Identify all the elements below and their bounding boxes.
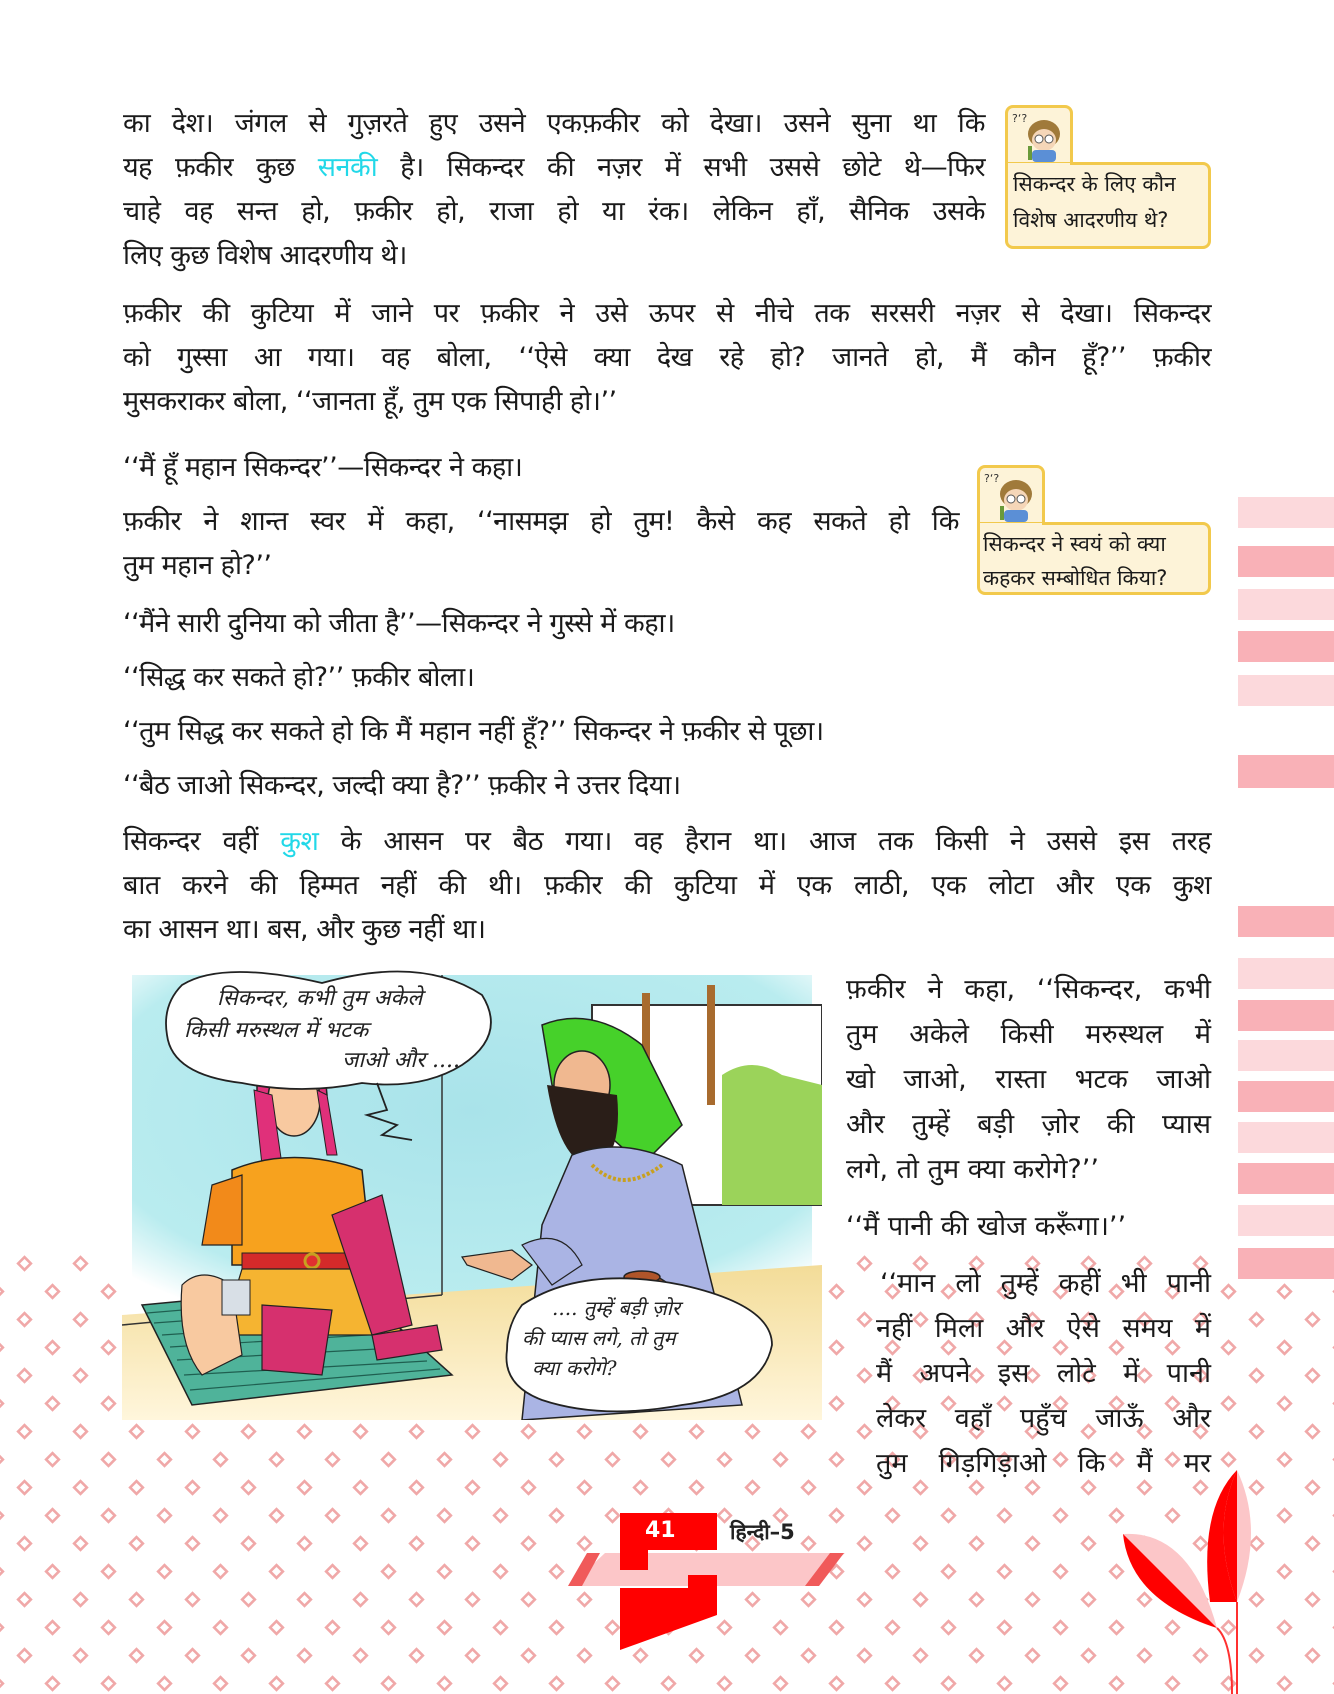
speech-bubble-1-line1: सिकन्दर, कभी तुम अकेले (217, 986, 423, 1011)
text-span: के आसन पर बैठ गया। वह हैरान था। आज तक किसी ने उससे इस तरह (318, 826, 1211, 857)
right-line-4: और तुम्हें बड़ी ज़ोर की प्यास (846, 1109, 1211, 1140)
right-line-1: फ़कीर ने कहा, ‘‘सिकन्दर, कभी (846, 974, 1211, 1005)
speech-bubble-1-line2: किसी मरुस्थल में भटक (184, 1018, 369, 1043)
speech-bubble-1-line3: जाओ और .... (342, 1048, 460, 1073)
right-line-10: लेकर वहाँ पहुँच जाऊँ और (876, 1403, 1211, 1434)
para2-line3: मुसकराकर बोला, ‘‘जानता हूँ, तुम एक सिपाही हो।’’ (123, 386, 617, 417)
right-line-7: ‘‘मान लो तुम्हें कहीं भी पानी (880, 1268, 1211, 1299)
para2-line2: को गुस्सा आ गया। वह बोला, ‘‘ऐसे क्या देख रहे हो? जानते हो, मैं कौन हूँ?’’ फ़कीर (123, 342, 1211, 373)
para1-line4: लिए कुछ विशेष आदरणीय थे। (123, 240, 407, 271)
right-line-6: ‘‘मैं पानी की खोज करूँगा।’’ (846, 1211, 1127, 1242)
story-illustration (122, 965, 822, 1420)
para9-line3: का आसन था। बस, और कुछ नहीं था। (123, 914, 486, 945)
highlighted-word-kush: कुश (280, 826, 319, 857)
right-line-5: लगे, तो तुम क्या करोगे?’’ (846, 1154, 1099, 1185)
right-line-8: नहीं मिला और ऐसे समय में (876, 1313, 1211, 1344)
callout-1-line1: सिकन्दर के लिए कौन (1013, 172, 1176, 196)
leaf-decoration (1110, 1380, 1334, 1694)
right-line-11: तुम गिड़गिड़ाओ कि मैं मर (876, 1448, 1211, 1479)
para9-line1 (123, 820, 1211, 864)
para1-line3: चाहे वह सन्त हो, फ़कीर हो, राजा हो या रंक। लेकिन हाँ, सैनिक उसके (123, 196, 985, 227)
text-span: है। सिकन्दर की नज़र में सभी उससे छोटे थे—फिर (377, 152, 985, 183)
para4-line1: फ़कीर ने शान्त स्वर में कहा, ‘‘नासमझ हो तुम! कैसे कह सकते हो कि (123, 506, 959, 537)
right-line-3: खो जाओ, रास्ता भटक जाओ (846, 1064, 1211, 1095)
page-number: 41 (645, 1518, 676, 1543)
para6: ‘‘सिद्ध कर सकते हो?’’ फ़कीर बोला। (123, 662, 475, 693)
svg-text:?‘?: ?‘? (1012, 112, 1028, 125)
para9-line2: बात करने की हिम्मत नहीं की थी। फ़कीर की कुटिया में एक लाठी, एक लोटा और एक कुश (123, 870, 1211, 901)
thinking-boy-icon (1010, 108, 1070, 164)
speech-bubble-2-line1: .... तुम्हें बड़ी ज़ोर (552, 1296, 681, 1320)
para4-line2: तुम महान हो?’’ (123, 550, 272, 581)
right-line-2: तुम अकेले किसी मरुस्थल में (846, 1019, 1211, 1050)
text-span: यह फ़कीर कुछ (123, 152, 318, 183)
text-span: सिकन्दर वहीं (123, 826, 281, 857)
para1-line2 (123, 146, 985, 190)
para7: ‘‘तुम सिद्ध कर सकते हो कि मैं महान नहीं हूँ?’’ सिकन्दर ने फ़कीर से पूछा। (123, 716, 824, 747)
svg-text:?‘?: ?‘? (984, 472, 1000, 485)
para1-line1: का देश। जंगल से गुज़रते हुए उसने एकफ़कीर को देखा। उसने सुना था कि (123, 108, 985, 139)
callout-2-line2: कहकर सम्बोधित किया? (983, 566, 1168, 590)
para3: ‘‘मैं हूँ महान सिकन्दर’’—सिकन्दर ने कहा। (123, 452, 523, 483)
highlighted-word-sanaki: सनकी (317, 152, 378, 183)
callout-2-line1: सिकन्दर ने स्वयं को क्या (983, 532, 1166, 556)
para8: ‘‘बैठ जाओ सिकन्दर, जल्दी क्या है?’’ फ़कीर ने उत्तर दिया। (123, 770, 681, 801)
thinking-boy-icon (982, 468, 1042, 524)
page-number-banner (560, 1500, 860, 1694)
book-title: हिन्दी–5 (730, 1520, 795, 1544)
para2-line1: फ़कीर की कुटिया में जाने पर फ़कीर ने उसे ऊपर से नीचे तक सरसरी नज़र से देखा। सिकन्दर (123, 298, 1211, 329)
para5: ‘‘मैंने सारी दुनिया को जीता है’’—सिकन्दर ने गुस्से में कहा। (123, 608, 675, 639)
right-line-9: मैं अपने इस लोटे में पानी (876, 1358, 1211, 1389)
speech-bubble-2-line2: की प्यास लगे, तो तुम (522, 1326, 676, 1350)
callout-1-line2: विशेष आदरणीय थे? (1013, 208, 1169, 232)
speech-bubble-2-line3: क्या करोगे? (532, 1356, 617, 1380)
